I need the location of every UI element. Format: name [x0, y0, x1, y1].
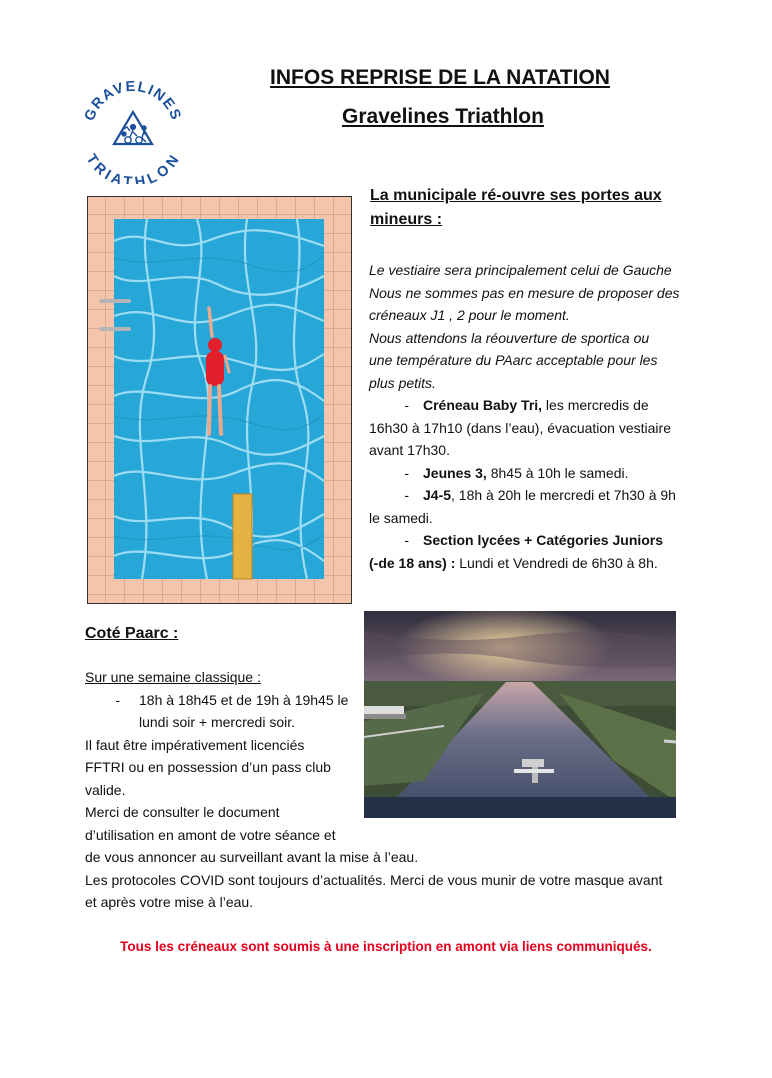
- registration-notice: Tous les créneaux sont soumis à une inscription en amont via liens communiqués.: [120, 939, 652, 954]
- week-label: Sur une semaine classique :: [85, 669, 261, 685]
- svg-text:TRIATHLON: [83, 152, 184, 184]
- paarc-content: Sur une semaine classique : - 18h à 18h45 et de 19h à 19h45 le lundi soir + mercredi soir. Il faut être impérativement licenciés FFTRI ou en possession d’un pass club valide. Merci de consulter le document d’utilisation en amont de votre séance et de vous annoncer au surveillant avant la mise à l’eau. Les protocoles COVID sont toujours d’actualités. Merci de vous munir de votre masque avant et après votre mise à l’eau.: [85, 666, 765, 914]
- list-item: - Créneau Baby Tri, les mercredis de: [404, 397, 649, 413]
- svg-text:GRAVELINES: [82, 79, 184, 123]
- swimming-pool-illustration: [87, 196, 352, 604]
- logo-top-text: GRAVELINES: [81, 78, 185, 124]
- logo-athletes-icon: [122, 125, 147, 144]
- municipale-intro: Le vestiaire sera principalement celui de Gauche Nous ne sommes pas en mesure de proposer des créneaux J1 , 2 pour le moment. Nous attendons la réouverture de sportica ou une température du PAarc acceptable pour les plus petits.: [369, 262, 680, 391]
- page-title: INFOS REPRISE DE LA NATATION: [270, 66, 610, 89]
- page-subtitle: Gravelines Triathlon: [342, 105, 544, 128]
- list-item: - Jeunes 3, 8h45 à 10h le samedi.: [404, 464, 629, 481]
- municipale-schedule-list: - Créneau Baby Tri, les mercredis de 16h30 à 17h10 (dans l’eau), évacuation vestiaire avant 17h30. - Jeunes 3, 8h45 à 10h le samedi. - J4-5, 18h à 20h le mercredi et 7h30 à 9h le samedi. - Section lycées + Catégories Juniors (-de 18 ans) : Lundi et Vendredi de 6h30 à 8h.: [369, 394, 714, 574]
- club-logo: [78, 74, 188, 184]
- paarc-heading: Coté Paarc :: [85, 625, 179, 642]
- list-item: - 18h à 18h45 et de 19h à 19h45 le: [115, 691, 349, 708]
- list-item: - J4-5, 18h à 20h le mercredi et 7h30 à 9h: [404, 487, 676, 503]
- list-item: - Section lycées + Catégories Juniors: [404, 532, 664, 548]
- logo-bottom-text: TRIATHLON: [82, 151, 184, 184]
- municipale-heading: La municipale ré-ouvre ses portes aux mineurs :: [370, 187, 662, 228]
